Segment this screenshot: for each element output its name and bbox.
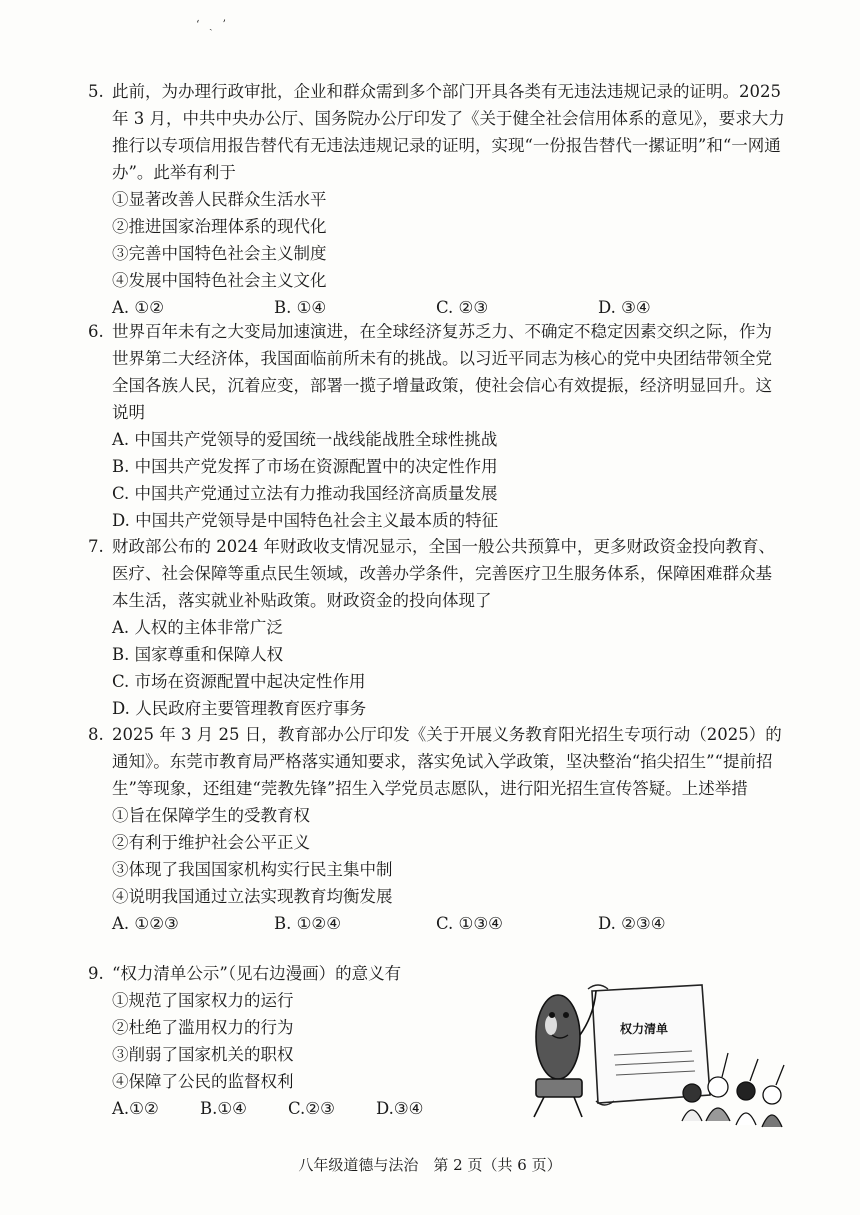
question-number: 8.: [88, 725, 104, 744]
statement-item: ④说明我国通过立法实现教育均衡发展: [112, 887, 393, 906]
question-6: [88, 318, 788, 534]
option-b: B. 国家尊重和保障人权: [112, 645, 284, 664]
statement-item: ③完善中国特色社会主义制度: [112, 244, 327, 263]
list-sign-text: 权力清单: [620, 1022, 669, 1036]
question-9: [88, 960, 488, 1122]
choice-a: A. ①②: [112, 298, 164, 317]
choice-b: B. ①②④: [274, 914, 341, 933]
question-number: 6.: [88, 322, 104, 341]
choice-c: C. ②③: [436, 298, 489, 317]
statement-item: ②杜绝了滥用权力的行为: [112, 1018, 294, 1037]
question-number: 5.: [88, 82, 104, 101]
question-7: [88, 533, 788, 722]
question-stem: “权力清单公示”（见右边漫画）的意义有: [112, 964, 402, 983]
question-stem: 2025 年 3 月 25 日，教育部办公厅印发《关于开展义务教育阳光招生专项行动（2025）的通知》。东莞市教育局严格落实通知要求，落实免试入学政策，坚决整治“掐尖招生”“提前招生”等现象，还组建“莞教先锋”招生入学党员志愿队，进行阳光招生宣传答疑。上述举措: [112, 725, 782, 798]
choice-d: D. ②③④: [598, 914, 666, 933]
option-a: A. 人权的主体非常广泛: [112, 618, 283, 637]
statement-item: ①旨在保障学生的受教育权: [112, 806, 310, 825]
scan-mark: ʻ ˎ ʼ: [196, 18, 229, 31]
page-footer: 八年级道德与法治 第 2 页（共 6 页）: [298, 1156, 562, 1174]
option-a: A. 中国共产党领导的爱国统一战线能战胜全球性挑战: [112, 430, 498, 449]
choice-c: C.②③: [288, 1099, 335, 1118]
choice-d: D. ③④: [598, 298, 651, 317]
option-b: B. 中国共产党发挥了市场在资源配置中的决定性作用: [112, 457, 498, 476]
question-stem: 财政部公布的 2024 年财政收支情况显示，全国一般公共预算中，更多财政资金投向教育、医疗、社会保障等重点民生领域，改善办学条件，完善医疗卫生服务体系，保障困难群众基本生活，落实就业补贴政策。财政资金的投向体现了: [112, 537, 775, 610]
statement-item: ④发展中国特色社会主义文化: [112, 271, 327, 290]
choice-b: B. ①④: [274, 298, 327, 317]
question-number: 9.: [88, 964, 104, 983]
question-number: 7.: [88, 537, 104, 556]
statement-item: ①规范了国家权力的运行: [112, 991, 294, 1010]
choice-a: A.①②: [112, 1099, 159, 1118]
statement-item: ②有利于维护社会公平正义: [112, 833, 310, 852]
power-list-cartoon: [496, 975, 792, 1131]
statement-item: ①显著改善人民群众生活水平: [112, 190, 327, 209]
option-d: D. 中国共产党领导是中国特色社会主义最本质的特征: [112, 511, 499, 530]
statement-item: ④保障了公民的监督权利: [112, 1072, 294, 1091]
choice-c: C. ①③④: [436, 914, 503, 933]
statement-item: ③体现了我国国家机构实行民主集中制: [112, 860, 393, 879]
choice-row: [88, 1095, 488, 1122]
question-5: [88, 78, 788, 321]
option-c: C. 中国共产党通过立法有力推动我国经济高质量发展: [112, 484, 498, 503]
option-c: C. 市场在资源配置中起决定性作用: [112, 672, 366, 691]
question-stem: 此前，为办理行政审批，企业和群众需到多个部门开具各类有无违法违规记录的证明。2025 年 3 月，中共中央办公厅、国务院办公厅印发了《关于健全社会信用体系的意见》，要求大力推行以专项信用报告替代有无违法违规记录的证明，实现“一份报告替代一摞证明”和“一网通办”。此举有利于: [112, 82, 785, 182]
question-8: [88, 721, 788, 937]
question-stem: 世界百年未有之大变局加速演进，在全球经济复苏乏力、不确定不稳定因素交织之际，作为世界第二大经济体，我国面临前所未有的挑战。以习近平同志为核心的党中央团结带领全党全国各族人民，沉着应变，部署一揽子增量政策，使社会信心有效提振，经济明显回升。这说明: [112, 322, 772, 422]
choice-a: A. ①②③: [112, 914, 179, 933]
option-d: D. 人民政府主要管理教育医疗事务: [112, 699, 367, 718]
choice-row: [88, 910, 788, 937]
choice-row: [88, 294, 788, 321]
statement-item: ②推进国家治理体系的现代化: [112, 217, 327, 236]
statement-item: ③削弱了国家机关的职权: [112, 1045, 294, 1064]
choice-b: B.①④: [200, 1099, 247, 1118]
stamp-character: [534, 991, 596, 1117]
choice-d: D.③④: [376, 1099, 424, 1118]
